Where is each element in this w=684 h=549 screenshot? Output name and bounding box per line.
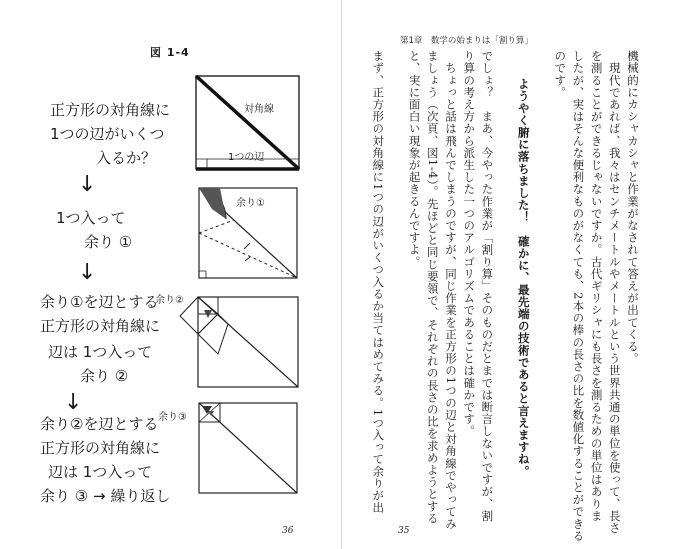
step3-line3: 辺は 1つ入って bbox=[48, 343, 153, 361]
text-column: ちょっと話は飛んでしまうのですが、同じ作業を正方形の1つの辺と対角線でやってみ bbox=[444, 50, 458, 530]
down-arrow-icon: ↓ bbox=[64, 390, 83, 415]
page-number-left: 36 bbox=[282, 526, 294, 536]
down-arrow-icon: ↓ bbox=[78, 172, 97, 197]
step4-line3: 辺は 1つ入って bbox=[48, 463, 153, 481]
step4-line1: 余り②を辺とする bbox=[40, 415, 159, 433]
text-column: 機械的にカシャカシャと作業がなされて答えが出てくる。 bbox=[626, 50, 640, 365]
step4-line2: 正方形の対角線に bbox=[40, 439, 161, 457]
text-column: ようやく腑に落ちました！ 確かに、最先端の技術であると言えますね。 bbox=[516, 78, 531, 478]
step4-line4: 余り ③ → 繰り返し bbox=[40, 487, 171, 505]
text-column: を測ることができるじゃないですか。古代ギリシャにも長さを測るための単位はありま bbox=[589, 50, 604, 522]
step1-line1: 正方形の対角線に bbox=[50, 101, 171, 119]
label-diagonal: 対角線 bbox=[244, 104, 274, 115]
diagram-remainder-2 bbox=[168, 296, 300, 388]
step3-line2: 正方形の対角線に bbox=[40, 317, 161, 335]
text-column: のです。 bbox=[553, 50, 568, 99]
step3-line1: 余り①を辺とする bbox=[40, 293, 159, 311]
text-column: と、実に面白い現象が起きるんですよ。 bbox=[407, 50, 422, 268]
text-column: り算の考え方から派生した一つのアルゴリズムであることは確かです。 bbox=[462, 50, 477, 438]
label-remainder-2: 余り② bbox=[155, 295, 184, 306]
page-number-right: 35 bbox=[398, 526, 410, 536]
label-side: 1つの辺 bbox=[228, 152, 265, 163]
step3-line4: 余り ② bbox=[80, 367, 129, 385]
running-head: 第1章 数学の始まりは「割り算」 bbox=[400, 36, 533, 46]
text-column: 現代であれば、我々はセンチメートルやメートルという世界共通の単位を使って、長さ bbox=[607, 50, 622, 534]
step2-line1: 1つ入って bbox=[56, 209, 126, 227]
diagram-remainder-3 bbox=[198, 402, 298, 494]
step1-line2: 1つの辺がいくつ bbox=[50, 125, 165, 143]
text-column: ましょう（次頁、図1-4）。先ほどと同じ要領で、それぞれの長さの比を求めようとする bbox=[425, 50, 440, 525]
down-arrow-icon: ↓ bbox=[78, 260, 97, 285]
label-remainder-1: 余り① bbox=[236, 198, 265, 209]
text-column: したが、実はそんな便利なものがなくても、2本の棒の長さの比を数値化することができる bbox=[571, 50, 586, 542]
text-column: まず、正方形の対角線に1つの辺がいくつ入るか当てはめてみる。1つ入って余りが出 bbox=[371, 50, 386, 514]
figure-label: 図 1-4 bbox=[150, 46, 190, 59]
label-remainder-3: 余り③ bbox=[158, 412, 187, 423]
text-column: でしょ？ まあ、今やった作業が「割り算」そのものだとまでは断言しないですが、割 bbox=[480, 50, 495, 522]
step2-line2: 余り ① bbox=[84, 233, 133, 251]
step1-line3: 入るか？ bbox=[96, 149, 157, 167]
